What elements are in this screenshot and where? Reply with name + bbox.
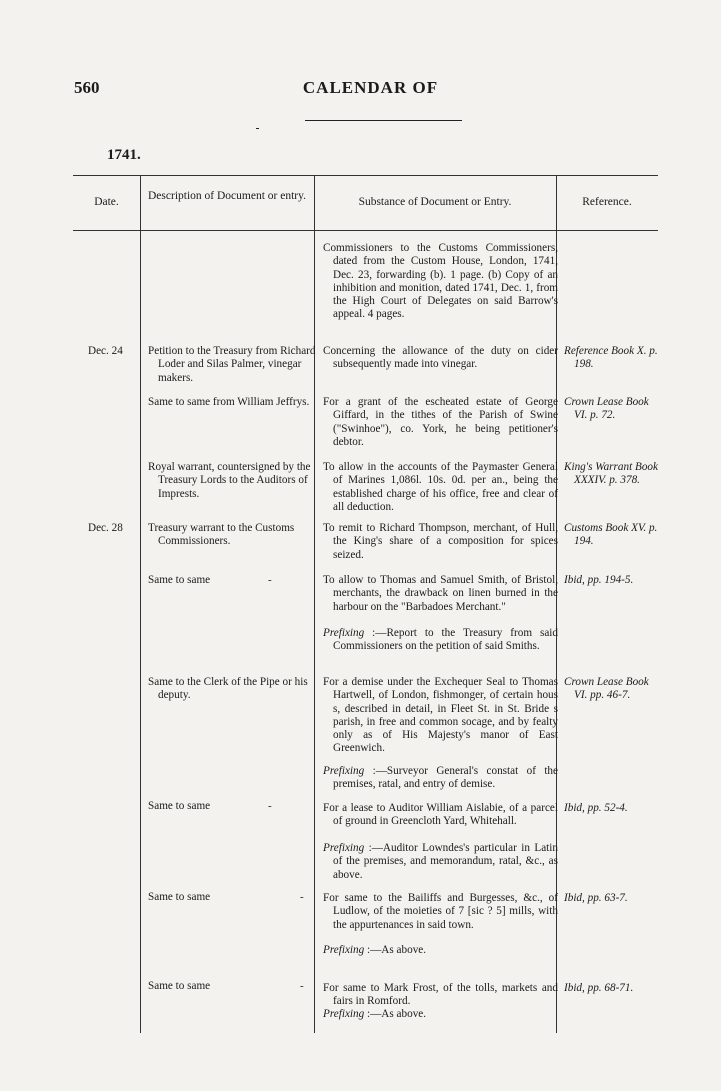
table-top-rule	[73, 175, 658, 176]
substance-cell: To remit to Richard Thompson, merchant, of Hull, the King's share of a composition for spices seized.	[323, 522, 558, 561]
reference-cell: Ibid, pp. 63-7.	[564, 892, 628, 904]
description-cell: Same to same	[148, 800, 211, 812]
prefixing-note: Prefixing :—As above.	[323, 944, 427, 956]
head-tick	[256, 128, 259, 129]
substance-cell: Concerning the allowance of the duty on cider subsequently made into vinegar.	[323, 345, 558, 371]
description-cell: Same to same	[148, 574, 211, 586]
year-heading: 1741.	[107, 147, 141, 163]
substance-cell: For same to the Bailiffs and Burgesses, &c., of Ludlow, of the moieties of 7 [sic ? 5] mills, with the appurtenances in said town.	[323, 892, 558, 931]
substance-cell: To allow to Thomas and Samuel Smith, of Bristol, merchants, the drawback on linen burned in the harbour on the "Barbadoes Merchant."	[323, 574, 558, 613]
substance-cell: For a lease to Auditor William Aislabie, of a parcel of ground in Greencloth Yard, Whitehall.	[323, 802, 558, 828]
reference-cell: Ibid, pp. 52-4.	[564, 802, 628, 814]
substance-cell: For a demise under the Exchequer Seal to Thomas Hartwell, of London, fishmonger, of certain hous s, described in detail, in Fleet St. in St. Bride s parish, in free and common socage, and by fealty only as of His Majesty's manor of East Greenwich.	[323, 676, 558, 755]
prefixing-note: Prefixing :—Report to the Treasury from said Commissioners on the petition of said Smiths.	[323, 627, 558, 653]
leader-dash: -	[268, 574, 272, 586]
header-description: Description of Document or entry.	[148, 190, 306, 202]
reference-cell: Crown Lease Book VI. pp. 46-7.	[564, 676, 649, 702]
column-divider	[140, 175, 141, 1033]
description-cell: Same to same	[148, 891, 211, 903]
substance-cell: For a grant of the escheated estate of George Giffard, in the tithes of the Parish of Swine ("Swinhoe"), co. York, he being petitioner's debtor.	[323, 396, 558, 448]
reference-cell: King's Warrant Book XXXIV. p. 378.	[564, 461, 658, 487]
prefixing-note: Prefixing :—Auditor Lowndes's particular in Latin of the premises, and memorandum, ratal, &c., as above.	[323, 842, 558, 881]
header-substance: Substance of Document or Entry.	[358, 196, 512, 208]
header-reference: Reference.	[582, 196, 632, 208]
header-date: Date.	[94, 196, 119, 208]
description-cell: Treasury warrant to the Customs Commissioners.	[148, 522, 295, 548]
column-divider	[314, 175, 315, 1033]
prefixing-note: Prefixing :—Surveyor General's constat of the premises, ratal, and entry of demise.	[323, 765, 558, 791]
reference-cell: Customs Book XV. p. 194.	[564, 522, 658, 548]
table-header-rule	[73, 230, 658, 231]
date-cell: Dec. 28	[88, 522, 123, 534]
substance-cell: To allow in the accounts of the Paymaster General of Marines 1,086l. 10s. 0d. per an., being the established charge of his office, free and clear of all deduction.	[323, 461, 558, 513]
reference-cell: Crown Lease Book VI. p. 72.	[564, 396, 649, 422]
description-cell: Same to same	[148, 980, 211, 992]
description-cell: Same to same from William Jeffrys.	[148, 396, 310, 408]
description-cell: Royal warrant, countersigned by the Treasury Lords to the Auditors of Imprests.	[148, 461, 311, 500]
reference-cell: Ibid, pp. 68-71.	[564, 982, 634, 994]
prefixing-note: Prefixing :—As above.	[323, 1008, 427, 1020]
page-number: 560	[74, 78, 100, 97]
leader-dash: -	[268, 800, 272, 812]
reference-cell: Reference Book X. p. 198.	[564, 345, 658, 371]
substance-cell: For same to Mark Frost, of the tolls, markets and fairs in Romford.	[323, 982, 558, 1008]
running-head: CALENDAR OF	[302, 78, 439, 97]
reference-cell: Ibid, pp. 194-5.	[564, 574, 634, 586]
head-rule	[305, 120, 462, 121]
description-cell: Petition to the Treasury from Richard Loder and Silas Palmer, vinegar makers.	[148, 345, 316, 384]
leader-dash: -	[300, 980, 304, 992]
substance-cell: Commissioners to the Customs Commissioners, dated from the Custom House, London, 1741, Dec. 23, forwarding (b). 1 page. (b) Copy of an inhibition and monition, dated 1741, Dec. 1, from the High Court of Delegates on said Barrow's appeal. 4 pages.	[323, 242, 558, 321]
date-cell: Dec. 24	[88, 345, 123, 357]
description-cell: Same to the Clerk of the Pipe or his deputy.	[148, 676, 308, 702]
leader-dash: -	[300, 891, 304, 903]
